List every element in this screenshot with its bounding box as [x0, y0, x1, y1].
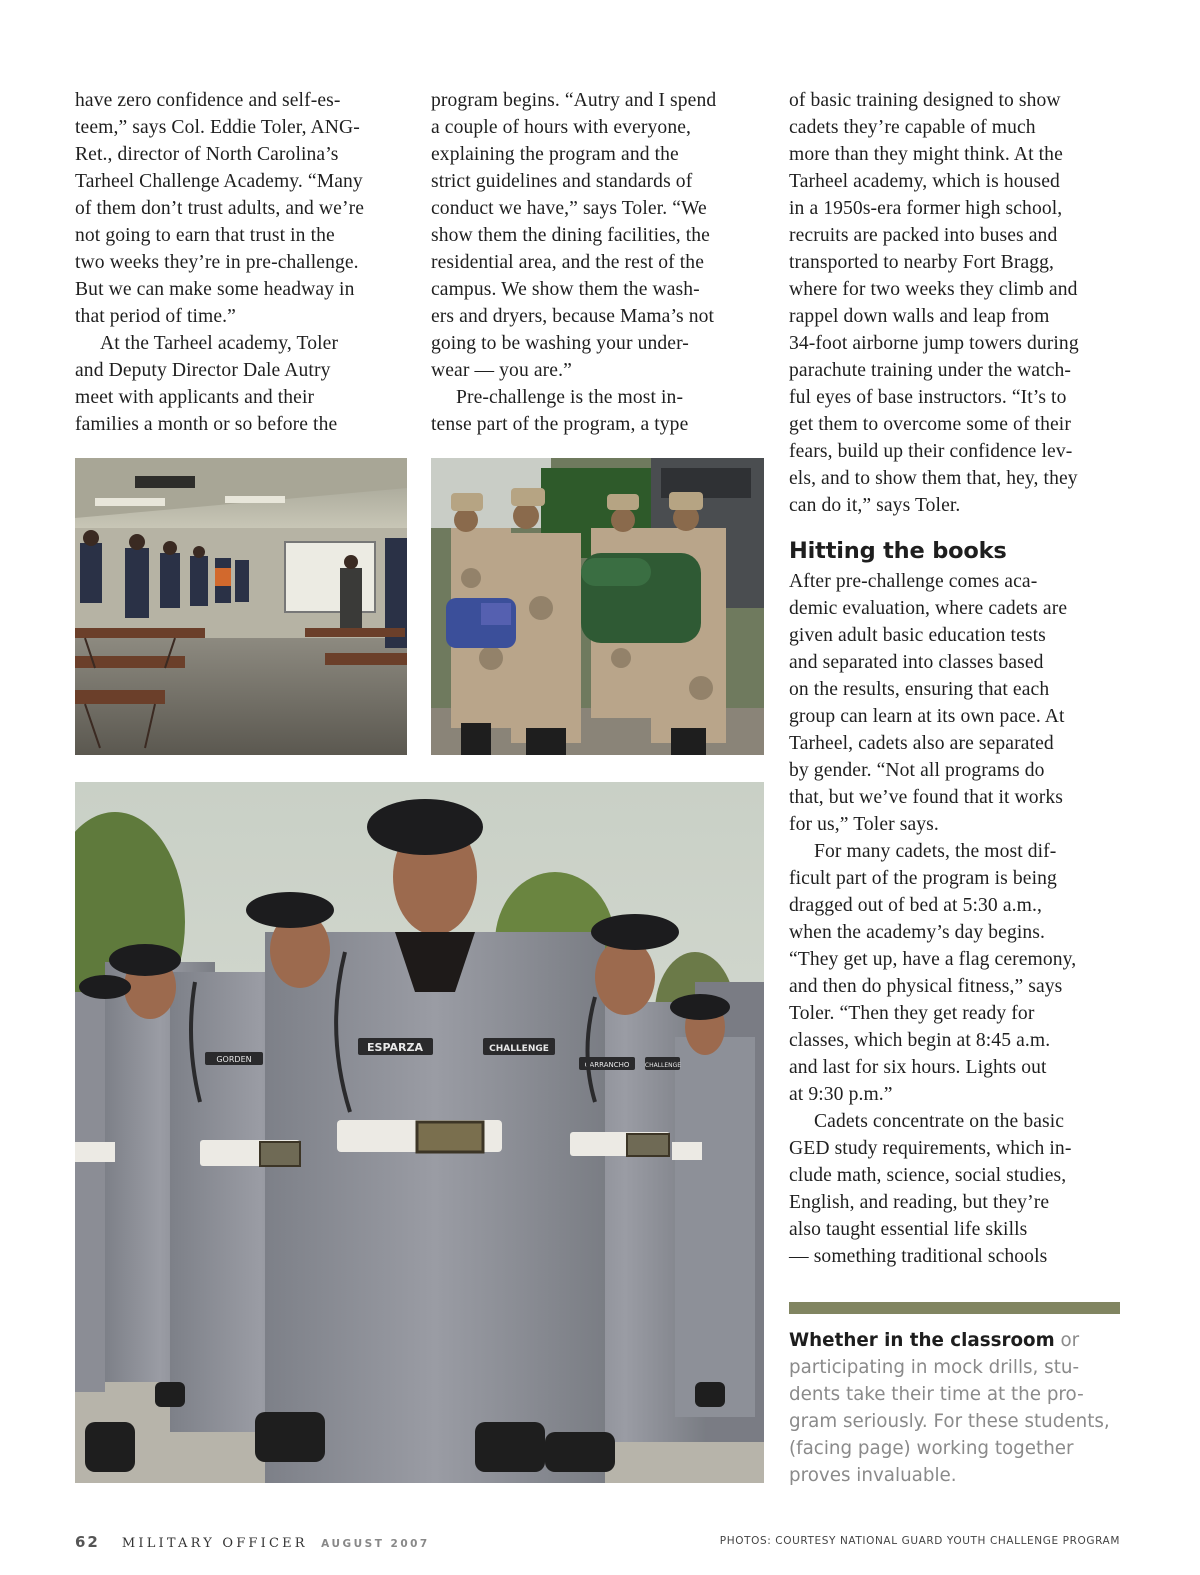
paragraph	[75, 330, 410, 438]
article-column-2	[431, 87, 766, 438]
text-line: more than they might think. At the	[789, 144, 1063, 165]
text-line: For many cadets, the most dif-	[814, 841, 1057, 862]
text-line: transported to nearby Fort Bragg,	[789, 252, 1055, 273]
text-line: But we can make some headway in	[75, 279, 355, 300]
text-line: wear — you are.”	[431, 360, 572, 381]
classroom-photo	[75, 458, 407, 755]
text-line: conduct we have,” says Toler. “We	[431, 198, 707, 219]
text-line: Toler. “Then they get ready for	[789, 1003, 1035, 1024]
text-line: of them don’t trust adults, and we’re	[75, 198, 365, 219]
text-line: rappel down walls and leap from	[789, 306, 1050, 327]
paragraph	[789, 87, 1124, 519]
text-line: of basic training designed to show	[789, 90, 1061, 111]
text-line: cadets they’re capable of much	[789, 117, 1036, 138]
paragraph	[789, 1108, 1124, 1270]
text-line: English, and reading, but they’re	[789, 1192, 1050, 1213]
text-line: After pre-challenge comes aca-	[789, 571, 1038, 592]
text-line: clude math, science, social studies,	[789, 1165, 1067, 1186]
caption-line: proves invaluable.	[789, 1465, 957, 1486]
text-line: teem,” says Col. Eddie Toler, ANG-	[75, 117, 360, 138]
text-line: going to be washing your under-	[431, 333, 689, 354]
name-tag-carrancho: CARRANCHO	[584, 1061, 630, 1069]
article-column-1	[75, 87, 410, 438]
paragraph	[75, 87, 410, 330]
text-line: that, but we’ve found that it works	[789, 787, 1063, 808]
text-line: Tarheel academy, which is housed	[789, 171, 1060, 192]
text-line: and then do physical fitness,” says	[789, 976, 1063, 997]
text-line: dragged out of bed at 5:30 a.m.,	[789, 895, 1042, 916]
text-line: on the results, ensuring that each	[789, 679, 1050, 700]
caption-line: or	[1054, 1330, 1080, 1351]
text-line: demic evaluation, where cadets are	[789, 598, 1068, 619]
text-line: have zero confidence and self-es-	[75, 90, 341, 111]
text-line: ful eyes of base instructors. “It’s to	[789, 387, 1067, 408]
page-number: 62	[75, 1533, 100, 1551]
text-line: and Deputy Director Dale Autry	[75, 360, 331, 381]
text-line: Ret., director of North Carolina’s	[75, 144, 339, 165]
text-line: classes, which begin at 8:45 a.m.	[789, 1030, 1051, 1051]
text-line: GED study requirements, which in-	[789, 1138, 1072, 1159]
caption-lead: Whether in the classroom	[789, 1330, 1055, 1351]
challenge-patch-right: CHALLENGE	[644, 1062, 682, 1069]
photo-credit: PHOTOS: COURTESY NATIONAL GUARD YOUTH CHALLENGE PROGRAM	[719, 1535, 1120, 1547]
text-line: Cadets concentrate on the basic	[814, 1111, 1065, 1132]
page-footer	[75, 1533, 430, 1551]
paragraph	[431, 87, 766, 384]
text-line: tense part of the program, a type	[431, 414, 689, 435]
text-line: Tarheel, cadets also are separated	[789, 733, 1054, 754]
cadets-with-gear-photo	[431, 458, 764, 755]
text-line: and separated into classes based	[789, 652, 1044, 673]
paragraph	[789, 838, 1124, 1108]
text-line: families a month or so before the	[75, 414, 338, 435]
paragraph	[789, 568, 1124, 838]
name-tag-gorden: GORDEN	[216, 1055, 252, 1064]
caption-line: participating in mock drills, stu-	[789, 1357, 1080, 1378]
text-line: els, and to show them that, hey, they	[789, 468, 1078, 489]
text-line: group can learn at its own pace. At	[789, 706, 1065, 727]
paragraph	[431, 384, 766, 438]
text-line: get them to overcome some of their	[789, 414, 1071, 435]
photo-caption	[789, 1327, 1124, 1489]
text-line: 34-foot airborne jump towers during	[789, 333, 1079, 354]
text-line: for us,” Toler says.	[789, 814, 939, 835]
text-line: fears, build up their confidence lev-	[789, 441, 1073, 462]
text-line: also taught essential life skills	[789, 1219, 1028, 1240]
text-line: explaining the program and the	[431, 144, 679, 165]
article-column-3	[789, 87, 1124, 1270]
text-line: residential area, and the rest of the	[431, 252, 704, 273]
text-line: by gender. “Not all programs do	[789, 760, 1045, 781]
text-line: — something traditional schools	[789, 1246, 1048, 1267]
text-line: where for two weeks they climb and	[789, 279, 1078, 300]
issue-date: AUGUST 2007	[321, 1538, 430, 1550]
text-line: parachute training under the watch-	[789, 360, 1072, 381]
text-line: At the Tarheel academy, Toler	[100, 333, 339, 354]
text-line: meet with applicants and their	[75, 387, 315, 408]
cadet-formation-photo	[75, 782, 764, 1483]
caption-line: (facing page) working together	[789, 1438, 1074, 1459]
caption-line: dents take their time at the pro-	[789, 1384, 1084, 1405]
text-line: “They get up, have a flag ceremony,	[789, 949, 1077, 970]
text-line: program begins. “Autry and I spend	[431, 90, 717, 111]
text-line: when the academy’s day begins.	[789, 922, 1046, 943]
text-line: in a 1950s-era former high school,	[789, 198, 1063, 219]
text-line: two weeks they’re in pre-challenge.	[75, 252, 359, 273]
text-line: Tarheel Challenge Academy. “Many	[75, 171, 363, 192]
text-line: show them the dining facilities, the	[431, 225, 710, 246]
text-line: that period of time.”	[75, 306, 236, 327]
magazine-name: MILITARY OFFICER	[121, 1536, 308, 1551]
text-line: and last for six hours. Lights out	[789, 1057, 1047, 1078]
text-line: a couple of hours with everyone,	[431, 117, 692, 138]
caption-line: gram seriously. For these students,	[789, 1411, 1110, 1432]
challenge-patch: CHALLENGE	[489, 1044, 549, 1054]
text-line: given adult basic education tests	[789, 625, 1046, 646]
text-line: ers and dryers, because Mama’s not	[431, 306, 715, 327]
text-line: at 9:30 p.m.”	[789, 1084, 893, 1105]
text-line: not going to earn that trust in the	[75, 225, 335, 246]
text-line: strict guidelines and standards of	[431, 171, 693, 192]
text-line: campus. We show them the wash-	[431, 279, 700, 300]
caption-rule	[789, 1302, 1120, 1314]
name-tag-esparza: ESPARZA	[367, 1041, 423, 1054]
text-line: can do it,” says Toler.	[789, 495, 961, 516]
text-line: recruits are packed into buses and	[789, 225, 1058, 246]
text-line: Pre-challenge is the most in-	[456, 387, 684, 408]
section-subhead: Hitting the books	[789, 538, 1007, 564]
text-line: ficult part of the program is being	[789, 868, 1057, 889]
